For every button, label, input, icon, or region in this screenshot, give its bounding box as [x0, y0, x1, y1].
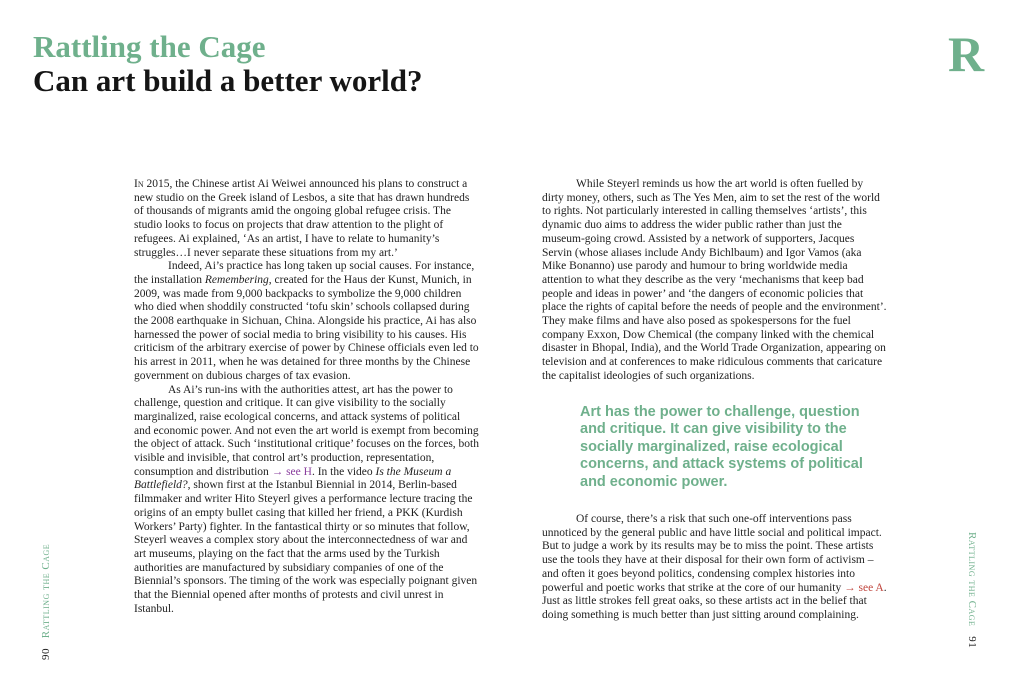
left-page-body — [134, 178, 479, 617]
text-run: Of course, there’s a risk that such one-off interventions pass unnoticed by the general public and have little social and political impact. But to judge a work by its results may be to miss the point. These artists use the tools they have at their disposal for their own form of activism – and often it goes beyond politics, condensing complex histories into powerful and poetic works that strike at the core of our humanity — [542, 513, 882, 594]
text-run: , created for the Haus der Kunst, Munich, in 2009, was made from 9,000 backpacks to symbolize the 9,000 children who died when shoddily constructed ‘tofu skin’ schools collapsed during the 2008 earthquake in Sichuan, China. Alongside his practice, Ai has also harnessed the power of social media to bring visibility to his causes. His criticism of the arbitrary exercise of power by Chinese officials even led to his arrest in 2011, when he was detained for three months by the Chinese government on dubious charges of tax evasion. — [134, 273, 479, 382]
running-head: Rattling the Cage — [40, 543, 52, 639]
cross-reference-link[interactable]: → see A — [844, 581, 884, 594]
left-paragraph-2 — [134, 260, 479, 383]
left-paragraph-1-text: 2015, the Chinese artist Ai Weiwei announced his plans to construct a new studio on the Greek island of Lesbos, a site that has drawn hundreds of thousands of migrants amid the ongoing global refugee crisis. The studio looks to focus on projects that draw attention to the plight of refugees. Ai explained, ‘As an artist, I have to relate to humanity’s struggles…I never separate these situations from my art.’ — [134, 178, 470, 259]
text-run: As Ai’s run-ins with the authorities attest, art has the power to challenge, question and critique. It can give visibility to the socially marginalized, raise ecological concerns, and attack systems of political and economic power. And not even the art world is exempt from becoming the object of attack. Such ‘institutional critique’ focuses on the forces, both visible and invisible, that control art’s production, representation, consumption and distribution — [134, 383, 480, 478]
text-run: . In the video — [311, 465, 376, 478]
drop-cap: In — [134, 178, 144, 190]
chapter-subtitle: Can art build a better world? — [33, 63, 423, 98]
page-number: 91 — [966, 636, 978, 649]
right-page-body — [542, 178, 887, 623]
cross-reference-link[interactable]: → see H — [271, 465, 312, 478]
right-paragraph-1: While Steyerl reminds us how the art world is often fuelled by dirty money, others, such as The Yes Men, aim to set the rest of the world to rights. Not particularly interested in calling themselves ‘artists’, this dynamic duo aims to address the wider public rather than just the museum-going crowd. Assisted by a network of supporters, Jacques Servin (whose aliases include Andy Bichlbaum) and Igor Vamos (aka Mike Bonanno) use parody and humour to bring worldwide media attention to what they describe as the very ‘mechanisms that keep bad people and ideas in power’ and ‘the dangers of economic policies that place the rights of capital before the needs of people and the environment’. They make films and have also posed as spokespersons for the fuel company Exxon, Dow Chemical (the company linked with the chemical disaster in Bhopal, India), and the World Trade Organization, appearing on television and at conferences to make ridiculous comments that caricature the capitalist ideologies of such organizations. — [542, 178, 887, 382]
right-paragraph-2 — [542, 513, 887, 623]
text-run: Indeed, Ai’s practice has long taken up social causes. For instance, the installation — [134, 260, 475, 286]
text-run: , shown first at the Istanbul Biennial in 2014, Berlin-based filmmaker and writer Hito Steyerl gives a performance lecture tracing the origins of an empty bullet casing that killed her friend, a PKK (Kurdish Workers’ Party) fighter. In the fantastical thirty or so minutes that follow, Steyerl weaves a complex story about the interconnectedness of war and art museums, playing on the fact that the arms used by the Turkish authorities are manufactured by subsidiary companies of one of the Biennial’s sponsors. The timing of the work was especially poignant given that the Biennial opened after months of protests and civil unrest in Istanbul. — [134, 479, 478, 615]
left-paragraph-3 — [134, 384, 479, 617]
text-run: . Just as little strokes fell great oaks, so these artists act in the belief that doing something is much better than just sitting around complaining. — [542, 581, 887, 621]
chapter-letter: R — [948, 26, 985, 82]
page-number: 90 — [40, 648, 52, 660]
left-paragraph-1 — [134, 178, 479, 260]
right-running-footer — [966, 532, 978, 648]
artwork-title: Remembering — [204, 273, 269, 286]
running-head: Rattling the Cage — [966, 532, 978, 627]
pull-quote: Art has the power to challenge, question and critique. It can give visibility to the socially marginalized, raise ecological concerns, and attack systems of political and economic power. — [580, 403, 863, 490]
artwork-title: Is the Museum a Battlefield? — [134, 465, 452, 492]
chapter-title: Rattling the Cage — [33, 29, 266, 64]
left-running-footer — [40, 544, 52, 660]
